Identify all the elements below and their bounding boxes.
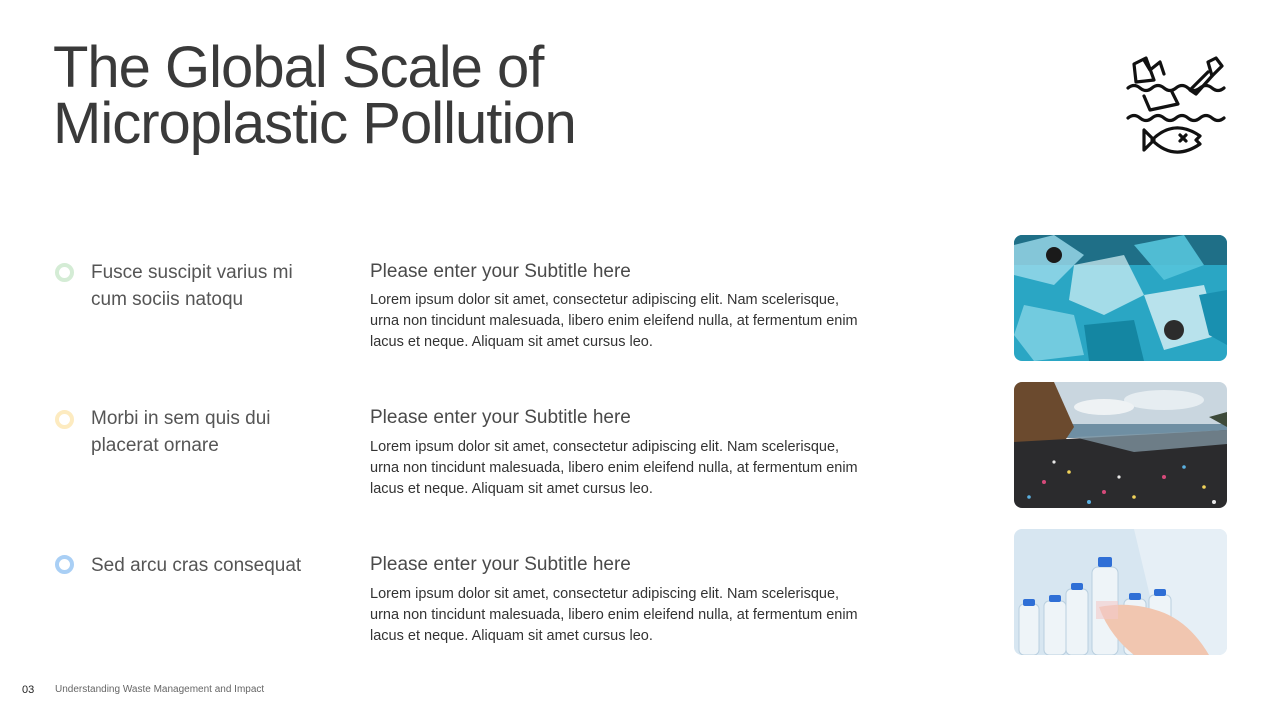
item-subtitle: Please enter your Subtitle here	[370, 261, 631, 282]
item-label: Sed arcu cras consequat	[91, 555, 302, 576]
title-line-1: The Global Scale of	[53, 35, 544, 100]
item-body: Lorem ipsum dolor sit amet, consectetur adipiscing elit. Nam scelerisque, urna non tincidunt malesuada, libero enim eleifend nulla, at fermentum enim lacus et neque. Aliquam sit amet cursus leo.	[370, 439, 858, 497]
item-subtitle: Please enter your Subtitle here	[370, 554, 631, 575]
item-label: Morbi in sem quis dui placerat ornare	[91, 408, 271, 456]
item-body: Lorem ipsum dolor sit amet, consectetur adipiscing elit. Nam scelerisque, urna non tincidunt malesuada, libero enim eleifend nulla, at fermentum enim lacus et neque. Aliquam sit amet cursus leo.	[370, 586, 858, 644]
item-label: Fusce suscipit varius mi cum sociis natoqu	[91, 262, 293, 310]
list-item	[0, 529, 1280, 655]
page-number: 03	[22, 684, 35, 696]
page-title	[53, 35, 753, 156]
item-subtitle: Please enter your Subtitle here	[370, 407, 631, 428]
footer-text: Understanding Waste Management and Impact	[55, 684, 265, 695]
list-item	[0, 382, 1280, 508]
ocean-plastic-fish-icon	[1124, 52, 1228, 160]
title-line-2: Microplastic Pollution	[53, 91, 576, 156]
bullet-dot	[55, 555, 74, 574]
bullet-dot	[55, 410, 74, 429]
bullet-dot	[55, 263, 74, 282]
water-bottles-hand-image	[1014, 529, 1227, 655]
list-item	[0, 235, 1280, 361]
polluted-beach-image	[1014, 382, 1227, 508]
plastic-bottles-pile-image	[1014, 235, 1227, 361]
item-body: Lorem ipsum dolor sit amet, consectetur adipiscing elit. Nam scelerisque, urna non tincidunt malesuada, libero enim eleifend nulla, at fermentum enim lacus et neque. Aliquam sit amet cursus leo.	[370, 292, 858, 350]
